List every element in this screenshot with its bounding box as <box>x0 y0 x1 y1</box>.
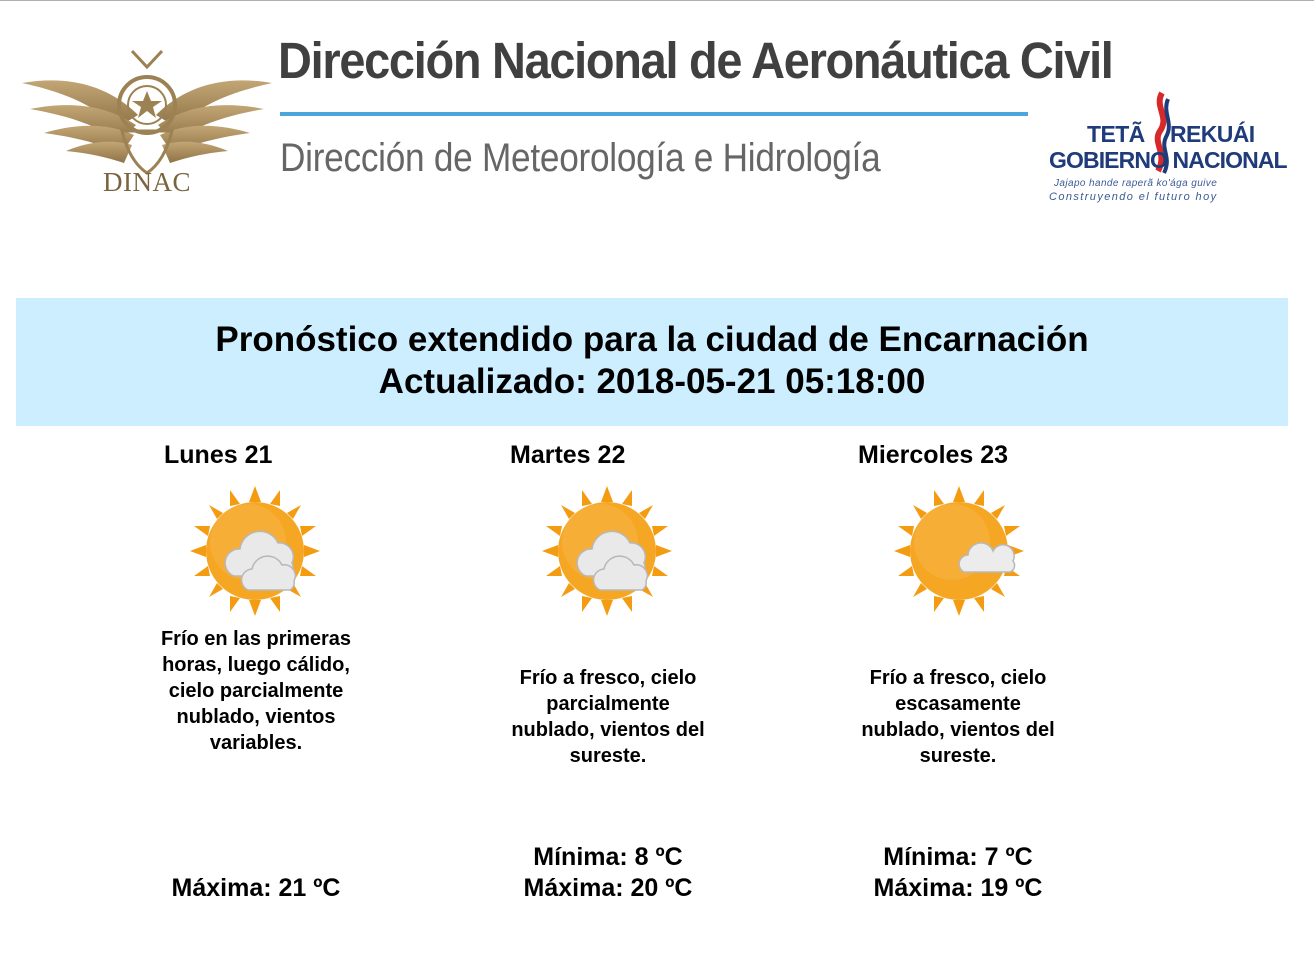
gov-logo-line4: Construyendo el futuro hoy <box>1049 191 1218 203</box>
forecast-title: Pronóstico extendido para la ciudad de Encarnación <box>215 320 1089 359</box>
forecast-updated: Actualizado: 2018-05-21 05:18:00 <box>378 362 926 401</box>
day-name: Miercoles 23 <box>858 441 1009 469</box>
day-description: Frío en las primeras horas, luego cálido, cielo parcialmente nublado, vientos variables. <box>160 628 352 754</box>
dinac-logo-text: DINAC <box>103 167 191 197</box>
sun-small-cloud-icon <box>894 486 1024 616</box>
sun-cloud-icon <box>542 486 672 616</box>
page-header <box>0 1 1314 241</box>
day-max-temp: Máxima: 20 ºC <box>523 874 693 902</box>
day-name: Lunes 21 <box>164 441 273 469</box>
day-max-temp: Máxima: 21 ºC <box>171 874 341 902</box>
gov-logo-line1a: TETÃ <box>1087 121 1145 147</box>
day-max-temp: Máxima: 19 ºC <box>873 874 1043 902</box>
day-description: Frío a fresco, cielo parcialmente nublado, vientos del sureste. <box>511 667 705 767</box>
gov-logo-line2: GOBIERNO NACIONAL <box>1049 147 1287 173</box>
day-min-temp: Mínima: 7 ºC <box>883 843 1033 871</box>
gobierno-nacional-logo <box>1046 89 1287 211</box>
sun-cloud-icon <box>190 486 320 616</box>
banner-divider <box>280 112 1028 116</box>
banner-subtitle: Dirección de Meteorología e Hidrología <box>280 136 881 180</box>
gov-logo-line3: Jajapo hande raperã ko'ága guive <box>1054 178 1218 189</box>
day-description: Frío a fresco, cielo escasamente nublado, vientos del sureste. <box>861 667 1055 767</box>
forecast-header <box>16 298 1288 426</box>
banner-title: Dirección Nacional de Aeronáutica Civil <box>278 32 1113 89</box>
day-min-temp: Mínima: 8 ºC <box>533 843 683 871</box>
gov-logo-line1b: REKUÁI <box>1170 121 1255 147</box>
day-name: Martes 22 <box>510 441 626 469</box>
